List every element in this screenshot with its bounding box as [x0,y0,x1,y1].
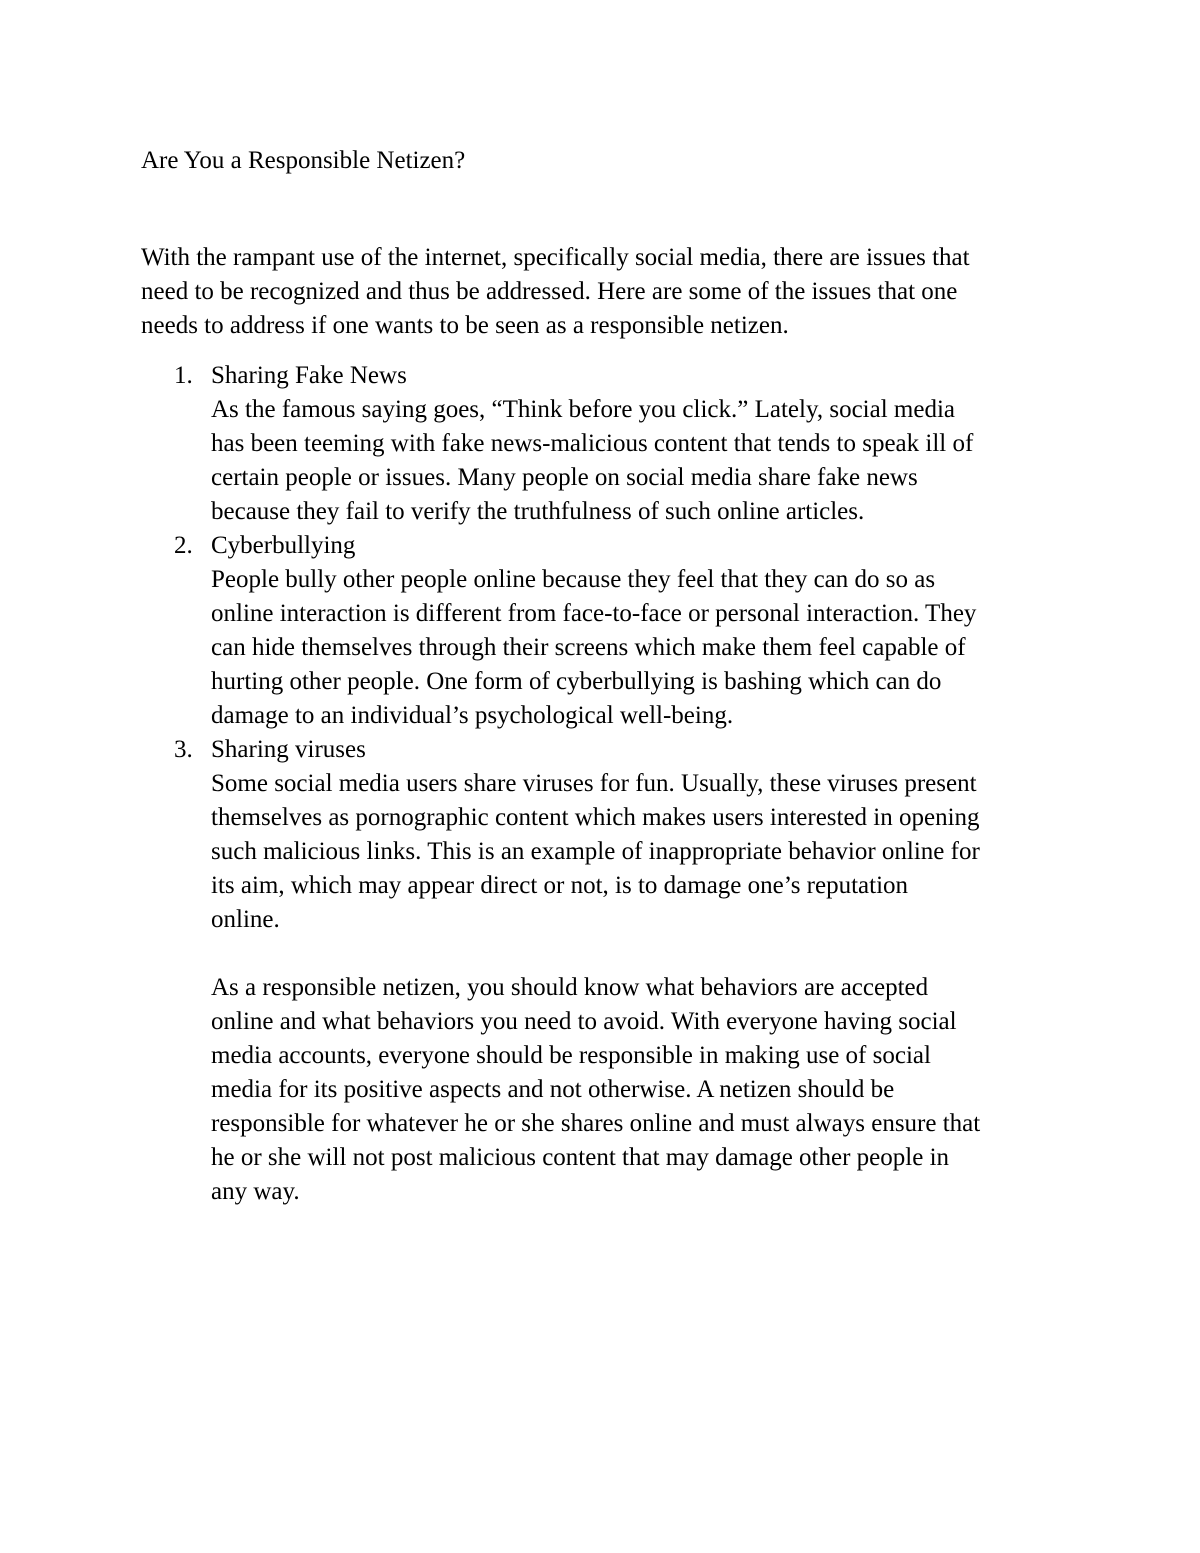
closing-line: he or she will not post malicious content that may damage other people in [211,1144,950,1171]
list-item-line: damage to an individual’s psychological well-being. [211,702,734,729]
intro-line: needs to address if one wants to be seen as a responsible netizen. [141,312,789,339]
closing-line: As a responsible netizen, you should know what behaviors are accepted [211,974,929,1001]
list-item-line: hurting other people. One form of cyberbullying is bashing which can do [211,668,942,695]
list-item-number: 2. [174,532,193,559]
intro-line: With the rampant use of the internet, specifically social media, there are issues that [141,244,970,271]
list-item-number: 3. [174,736,193,763]
list-item-heading: Sharing Fake News [211,362,407,389]
issues-list [141,359,1071,937]
intro-line: need to be recognized and thus be addressed. Here are some of the issues that one [141,278,958,305]
list-item-line: because they fail to verify the truthfulness of such online articles. [211,498,865,525]
list-item-line: People bully other people online because they feel that they can do so as [211,566,936,593]
list-item-line: such malicious links. This is an example of inappropriate behavior online for [211,838,980,865]
list-item-heading: Cyberbullying [211,532,356,559]
closing-paragraph [211,971,1071,1209]
list-item-line: can hide themselves through their screens which make them feel capable of [211,634,966,661]
closing-line: online and what behaviors you need to avoid. With everyone having social [211,1008,957,1035]
list-item-cyberbullying [141,529,1071,733]
list-item-line: has been teeming with fake news-malicious content that tends to speak ill of [211,430,974,457]
list-item-line: its aim, which may appear direct or not, is to damage one’s reputation [211,872,909,899]
list-item-line: themselves as pornographic content which makes users interested in opening [211,804,980,831]
closing-line: media accounts, everyone should be responsible in making use of social [211,1042,931,1069]
list-item-line: As the famous saying goes, “Think before you click.” Lately, social media [211,396,955,423]
list-item-heading: Sharing viruses [211,736,366,763]
list-item-line: online interaction is different from face-to-face or personal interaction. They [211,600,977,627]
list-item-sharing-fake-news [141,359,1071,529]
list-item-sharing-viruses [141,733,1071,937]
document-title: Are You a Responsible Netizen? [141,147,466,174]
list-item-line: Some social media users share viruses for fun. Usually, these viruses present [211,770,977,797]
closing-line: media for its positive aspects and not otherwise. A netizen should be [211,1076,895,1103]
list-item-line: online. [211,906,280,933]
closing-line: any way. [211,1178,300,1205]
list-item-line: certain people or issues. Many people on social media share fake news [211,464,918,491]
list-item-number: 1. [174,362,193,389]
intro-paragraph [141,241,1071,343]
closing-line: responsible for whatever he or she shares online and must always ensure that [211,1110,981,1137]
